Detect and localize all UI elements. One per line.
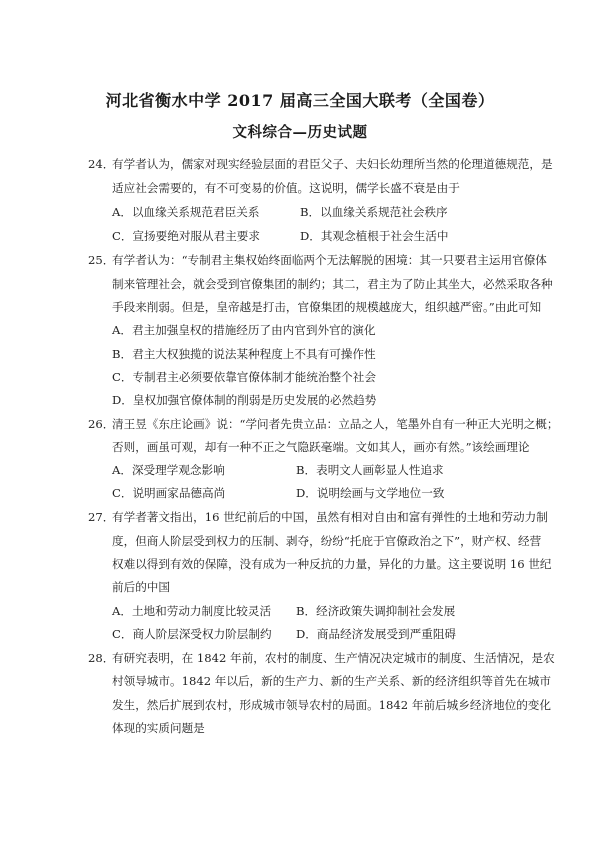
option-c: C．专制君主必须要依靠官僚体制才能统治整个社会 (112, 370, 376, 384)
question-stem-line: 否则，画虽可观，却有一种不正之气隐跃毫端。文如其人，画亦有然。”该绘画理论 (112, 440, 530, 454)
question-stem-line: 发生，然后扩展到农村，形成城市领导农村的局面。1842 年前后城乡经济地位的变化 (112, 698, 551, 712)
option-c: C．宣扬要绝对服从君主要求 (112, 229, 260, 243)
question-number: 26． (88, 417, 115, 431)
option-a: A．君主加强皇权的措施经历了由内官到外官的演化 (112, 323, 376, 337)
question-number: 27． (88, 510, 115, 524)
question-stem-line: 有学者认为：“专制君主集权始终面临两个无法解脱的困境：其一只要君主运用官僚体 (112, 253, 547, 267)
option-c: C．商人阶层深受权力阶层制约 (112, 627, 272, 641)
option-d: D．说明绘画与文学地位一致 (296, 486, 445, 500)
question-stem-line: 制来管理社会，就会受到官僚集团的制约；其二，君主为了防止其坐大，必然采取各种 (112, 277, 553, 291)
question-stem-line: 村领导城市。1842 年以后，新的生产力、新的生产关系、新的经济组织等首先在城市 (112, 674, 551, 688)
option-b: B．经济政策失调抑制社会发展 (296, 604, 456, 618)
question-stem-line: 清王昱《东庄论画》说：“学问者先贵立品：立品之人，笔墨外自有一种正大光明之概； (112, 417, 559, 431)
question-stem-line: 适应社会需要的，有不可变易的价值。这说明，儒学长盛不衰是由于 (112, 181, 460, 195)
option-d: D．其观念植根于社会生活中 (300, 229, 449, 243)
question-stem-line: 有学者著文指出，16 世纪前后的中国，虽然有相对自由和富有弹性的土地和劳动力制 (112, 510, 548, 524)
option-d: D．皇权加强官僚体制的削弱是历史发展的必然趋势 (112, 393, 377, 407)
option-d: D．商品经济发展受到严重阻碍 (296, 627, 457, 641)
page-subtitle: 文科综合—历史试题 (232, 124, 368, 141)
option-c: C．说明画家品德高尚 (112, 486, 226, 500)
option-a: A．以血缘关系规范君臣关系 (112, 205, 260, 219)
question-stem-line: 体现的实质问题是 (112, 721, 205, 735)
page-title: 河北省衡水中学 2017 届高三全国大联考（全国卷） (105, 91, 495, 110)
question-stem-line: 度，但商人阶层受到权力的压制、剥夺，纷纷“托庇于官僚政治之下”，财产权、经营 (112, 534, 542, 548)
question-number: 28． (88, 651, 115, 665)
question-stem-line: 手段来削弱。但是，皇帝越是打击，官僚集团的规模越庞大，组织越严密。”由此可知 (112, 300, 542, 314)
option-b: B．君主大权独揽的说法某种程度上不具有可操作性 (112, 347, 376, 361)
question-stem-line: 有研究表明，在 1842 年前，农村的制度、生产情况决定城市的制度、生活情况，是农 (112, 651, 555, 665)
question-stem-line: 权难以得到有效的保障，没有成为一种反抗的力量，异化的力量。这主要说明 16 世纪 (112, 557, 552, 571)
option-b: B．以血缘关系规范社会秩序 (300, 205, 448, 219)
question-stem-line: 前后的中国 (112, 580, 170, 594)
question-stem-line: 有学者认为，儒家对现实经验层面的君臣父子、夫妇长幼理所当然的伦理道德规范，是 (112, 157, 553, 171)
option-b: B．表明文人画彰显人性追求 (296, 463, 444, 477)
option-a: A．土地和劳动力制度比较灵活 (112, 604, 272, 618)
option-a: A．深受理学观念影响 (112, 463, 225, 477)
question-number: 25． (88, 253, 115, 267)
question-number: 24． (88, 157, 115, 171)
